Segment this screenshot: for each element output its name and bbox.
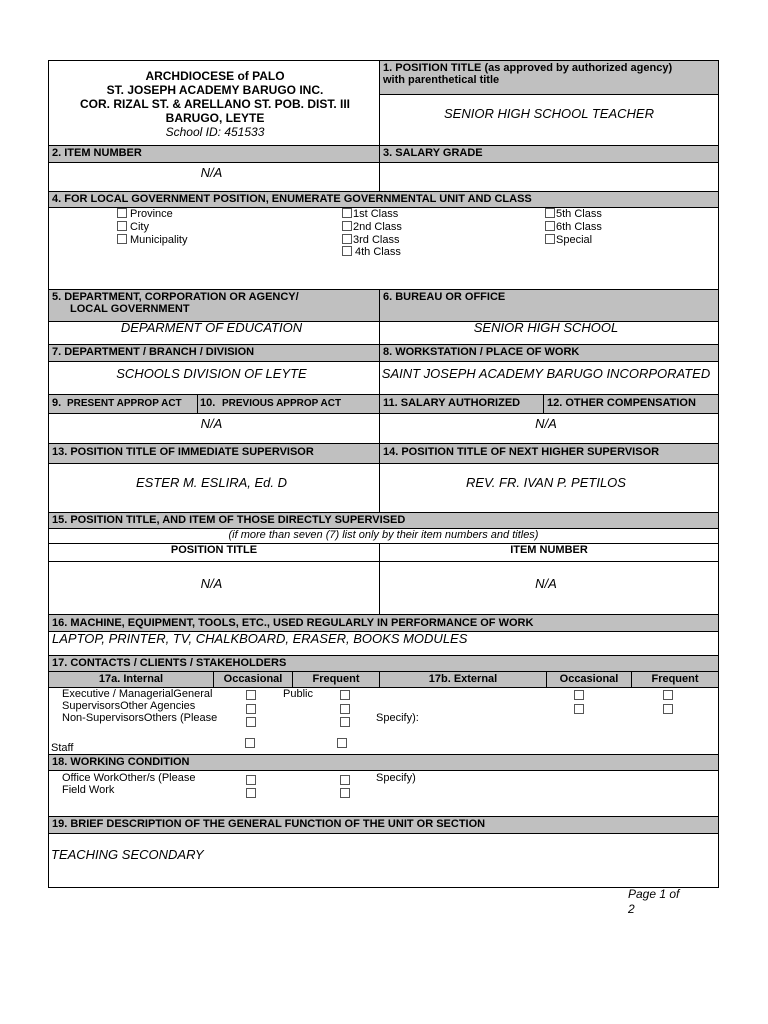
previous-approp-number: 10.: [200, 397, 216, 409]
org-town: BARUGO, LEYTE: [165, 111, 265, 125]
bureau-value[interactable]: SENIOR HIGH SCHOOL: [473, 320, 619, 335]
city-checkbox[interactable]: [117, 221, 127, 231]
contact-public-label: Public: [283, 688, 313, 700]
working-condition-label: 18. WORKING CONDITION: [52, 756, 190, 768]
org-school-name: ST. JOSEPH ACADEMY BARUGO INC.: [106, 83, 324, 97]
contact-non-supervisors-occasional-checkbox[interactable]: [246, 717, 256, 727]
supervised-item-value[interactable]: N/A: [535, 576, 557, 591]
class-special-checkbox[interactable]: [545, 234, 555, 244]
class-special-label: Special: [556, 234, 593, 246]
workstation-label: 8. WORKSTATION / PLACE OF WORK: [383, 346, 580, 358]
contact-supervisors-occasional-checkbox[interactable]: [246, 704, 256, 714]
province-label: Province: [130, 208, 173, 220]
directly-supervised-label: 15. POSITION TITLE, AND ITEM OF THOSE DIRECTLY SUPERVISED: [52, 514, 406, 526]
contact-specify-label: Specify):: [376, 712, 419, 724]
city-label: City: [130, 221, 149, 233]
immediate-supervisor-value[interactable]: ESTER M. ESLIRA, Ed. D: [136, 475, 287, 490]
contacts-label: 17. CONTACTS / CLIENTS / STAKEHOLDERS: [52, 657, 287, 669]
class-6th-checkbox[interactable]: [545, 221, 555, 231]
directly-supervised-note: (if more than seven (7) list only by their item numbers and titles): [228, 529, 539, 541]
internal-header: 17a. Internal: [98, 673, 164, 685]
contact-executive-frequent-checkbox[interactable]: [340, 690, 350, 700]
external-agencies-occasional-checkbox[interactable]: [574, 704, 584, 714]
page-number: Page 1 of: [628, 887, 680, 901]
contact-staff-frequent-checkbox[interactable]: [337, 738, 347, 748]
external-frequent-header: Frequent: [651, 673, 699, 685]
external-general-occasional-checkbox[interactable]: [574, 690, 584, 700]
class-6th-label: 6th Class: [556, 221, 602, 233]
internal-occasional-header: Occasional: [223, 673, 283, 685]
contact-executive-occasional-checkbox[interactable]: [246, 690, 256, 700]
external-general-frequent-checkbox[interactable]: [663, 690, 673, 700]
equipment-label: 16. MACHINE, EQUIPMENT, TOOLS, ETC., USED REGULARLY IN PERFORMANCE OF WORK: [52, 617, 534, 629]
workstation-value[interactable]: SAINT JOSEPH ACADEMY BARUGO INCORPORATED: [381, 366, 711, 381]
approp-value[interactable]: N/A: [200, 416, 223, 431]
item-number-label: 2. ITEM NUMBER: [52, 147, 142, 159]
contact-staff-occasional-checkbox[interactable]: [245, 738, 255, 748]
immediate-supervisor-label: 13. POSITION TITLE OF IMMEDIATE SUPERVISOR: [52, 446, 314, 458]
position-title-label-2: with parenthetical title: [383, 74, 500, 86]
class-2nd-label: 2nd Class: [353, 221, 402, 233]
municipality-label: Municipality: [130, 234, 188, 246]
equipment-value[interactable]: LAPTOP, PRINTER, TV, CHALKBOARD, ERASER, BOOKS MODULES: [52, 631, 468, 646]
general-function-label: 19. BRIEF DESCRIPTION OF THE GENERAL FUNCTION OF THE UNIT OR SECTION: [52, 818, 486, 830]
salary-authorized-label: 11. SALARY AUTHORIZED: [383, 397, 521, 409]
external-occasional-header: Occasional: [559, 673, 619, 685]
office-work-frequent-checkbox[interactable]: [340, 775, 350, 785]
bureau-label: 6. BUREAU OR OFFICE: [383, 291, 506, 303]
field-work-frequent-checkbox[interactable]: [340, 788, 350, 798]
present-approp-number: 9.: [52, 397, 62, 409]
local-gov-label: 4. FOR LOCAL GOVERNMENT POSITION, ENUMERATE GOVERNMENTAL UNIT AND CLASS: [52, 193, 532, 205]
class-5th-label: 5th Class: [556, 208, 602, 220]
internal-frequent-header: Frequent: [312, 673, 360, 685]
col-position-title: POSITION TITLE: [170, 544, 258, 556]
contact-supervisors-frequent-checkbox[interactable]: [340, 704, 350, 714]
contact-non-supervisors-frequent-checkbox[interactable]: [340, 717, 350, 727]
class-4th-label: 4th Class: [355, 246, 401, 258]
department-label: 5. DEPARTMENT, CORPORATION OR AGENCY/: [52, 291, 299, 303]
class-4th-checkbox[interactable]: [342, 246, 352, 256]
contact-non-supervisors-label: Non-SupervisorsOthers (Please: [62, 712, 218, 724]
general-function-value[interactable]: TEACHING SECONDARY: [51, 847, 204, 862]
office-work-label: Office WorkOther/s (Please: [62, 772, 196, 784]
present-approp-label: PRESENT APPROP ACT: [67, 398, 182, 409]
contact-executive-label: Executive / ManagerialGeneral: [62, 688, 213, 700]
supervised-position-value[interactable]: N/A: [200, 576, 223, 591]
col-item-number: ITEM NUMBER: [510, 544, 588, 556]
contact-staff-label: Staff: [51, 742, 74, 754]
item-number-value[interactable]: N/A: [200, 165, 223, 180]
compensation-value[interactable]: N/A: [535, 416, 557, 431]
field-work-occasional-checkbox[interactable]: [246, 788, 256, 798]
school-id: School ID: 451533: [165, 125, 265, 139]
contact-supervisors-label: SupervisorsOther Agencies: [62, 700, 196, 712]
org-address: COR. RIZAL ST. & ARELLANO ST. POB. DIST. III: [79, 97, 351, 111]
working-specify-label: Specify): [376, 772, 416, 784]
other-compensation-label: 12. OTHER COMPENSATION: [547, 397, 696, 409]
external-header: 17b. External: [428, 673, 498, 685]
next-supervisor-label: 14. POSITION TITLE OF NEXT HIGHER SUPERVISOR: [383, 446, 660, 458]
class-2nd-checkbox[interactable]: [342, 221, 352, 231]
external-agencies-frequent-checkbox[interactable]: [663, 704, 673, 714]
class-5th-checkbox[interactable]: [545, 208, 555, 218]
office-work-occasional-checkbox[interactable]: [246, 775, 256, 785]
division-label: 7. DEPARTMENT / BRANCH / DIVISION: [52, 346, 255, 358]
salary-grade-label: 3. SALARY GRADE: [383, 147, 483, 159]
previous-approp-label: PREVIOUS APPROP ACT: [222, 398, 342, 409]
class-3rd-checkbox[interactable]: [342, 234, 352, 244]
department-value[interactable]: DEPARMENT OF EDUCATION: [120, 320, 303, 335]
org-archdiocese: ARCHDIOCESE of PALO: [145, 69, 285, 83]
next-supervisor-value[interactable]: REV. FR. IVAN P. PETILOS: [466, 475, 626, 490]
field-work-label: Field Work: [62, 784, 115, 796]
department-label-2: LOCAL GOVERNMENT: [70, 303, 190, 315]
position-title-label: 1. POSITION TITLE (as approved by authorized agency): [383, 62, 673, 74]
class-1st-label: 1st Class: [353, 208, 399, 220]
division-value[interactable]: SCHOOLS DIVISION OF LEYTE: [116, 366, 307, 381]
class-3rd-label: 3rd Class: [353, 234, 400, 246]
page-total: 2: [628, 902, 635, 916]
position-title-value[interactable]: SENIOR HIGH SCHOOL TEACHER: [444, 106, 654, 121]
class-1st-checkbox[interactable]: [342, 208, 352, 218]
municipality-checkbox[interactable]: [117, 234, 127, 244]
province-checkbox[interactable]: [117, 208, 127, 218]
